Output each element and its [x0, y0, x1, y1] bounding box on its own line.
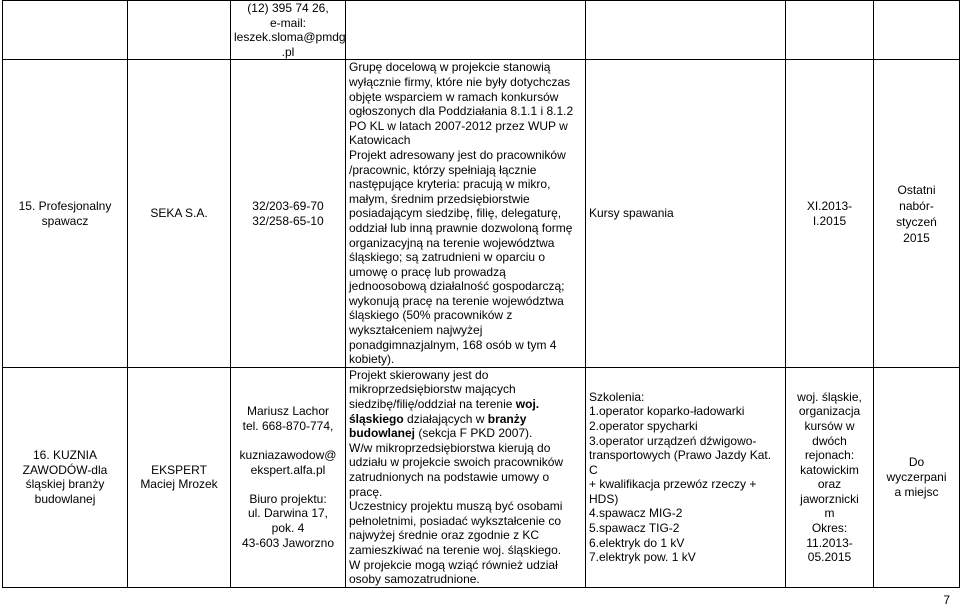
training-line: HDS): [589, 491, 619, 506]
cell-company: [128, 367, 231, 587]
description-line: [349, 426, 582, 441]
description-bold: budowlanej: [349, 426, 415, 441]
contact-line: [234, 434, 342, 449]
cell-fragment-period: [786, 1, 874, 60]
cell-contact: [231, 60, 346, 367]
description-line: umowę o pracę lub prowadzą: [349, 264, 506, 279]
description-line: mikroprzedsiębiorstw mających: [349, 382, 516, 397]
table-row-16: [3, 367, 960, 587]
deadline-line: Ostatni: [897, 182, 936, 197]
description-line: wyłącznie firmy, które nie były dotychczas: [349, 74, 571, 89]
training-line: Szkolenia:: [589, 389, 645, 404]
cell-training: [586, 60, 786, 367]
cell-period: [786, 367, 874, 587]
page-number: 7: [943, 593, 950, 607]
cell-fragment-contact: [231, 1, 346, 60]
description-bold: śląskiego: [349, 411, 404, 426]
description-text: siedzibę/filię/oddział na terenie: [349, 397, 516, 412]
description-bold: branży: [487, 411, 527, 426]
cell-deadline: [874, 367, 960, 587]
contact-line: Biuro projektu:: [249, 491, 327, 506]
contact-email-label: e-mail:: [269, 15, 306, 30]
period-line: dwóch: [812, 433, 847, 448]
period-line: Okres:: [811, 521, 848, 536]
period-line: organizacja: [798, 404, 861, 419]
contact-line: 43-603 Jaworzno: [241, 535, 335, 550]
company-name: SEKA S.A.: [150, 206, 208, 221]
cell-description: [346, 367, 586, 587]
contact-phone: (12) 395 74 26,: [247, 1, 329, 15]
project-name: 16. KUZNIA ZAWODÓW-dla śląskiej branży budowlanej: [22, 448, 108, 506]
description-line: jednoosobową działalność gospodarczą;: [349, 279, 565, 294]
description-line: ogłoszonych dla Poddziałania 8.1.1 i 8.1.2: [349, 104, 574, 119]
description-line: W projekcie mogą wziąć również udział: [349, 557, 558, 572]
period-line: I.2015: [812, 213, 847, 228]
training-name: Kursy spawania: [589, 206, 674, 221]
description-line: /pracownic, którzy spełniają łącznie: [349, 162, 537, 177]
project-name: 15. Profesjonalny spawacz: [18, 199, 112, 228]
cell-fragment-description: [346, 1, 586, 60]
description-line: najwyżej średnie oraz zgodnie z KC: [349, 528, 540, 543]
description-line: W/w mikroprzedsiębiorstwa kierują do: [349, 440, 551, 455]
description-line: Grupę docelową w projekcie stanowią: [349, 60, 551, 75]
period-line: 05.2015: [807, 550, 852, 565]
cell-training: [586, 367, 786, 587]
description-line: następujące kryteria: pracują w mikro,: [349, 177, 551, 192]
training-line: 6.elektryk do 1 kV: [589, 535, 685, 550]
period-line: 11.2013-: [806, 535, 853, 550]
company-name: EKSPERT: [151, 462, 207, 477]
description-line: pracę.: [349, 484, 383, 499]
cell-fragment-training: [586, 1, 786, 60]
description-line: Projekt adresowany jest do pracowników: [349, 147, 566, 162]
deadline-line: styczeń: [896, 214, 937, 229]
description-line: śląskiego (50% pracowników z: [349, 308, 513, 323]
description-line: PO KL w latach 2007-2012 przez WUP w: [349, 118, 568, 133]
cell-deadline: [874, 60, 960, 367]
cell-fragment-company: [128, 1, 231, 60]
description-line: zatrudnionych na podstawie umowy o: [349, 470, 550, 484]
contact-line: ekspert.alfa.pl: [250, 462, 326, 477]
period-line: woj. śląskie,: [797, 389, 862, 404]
deadline-line: wyczerpani: [886, 470, 947, 484]
contact-email-part2: .pl: [281, 44, 295, 59]
description-line: [349, 397, 582, 412]
training-line: 2.operator spycharki: [589, 418, 698, 433]
cell-project-name: [3, 60, 128, 367]
training-line: 7.elektryk pow. 1 kV: [589, 550, 696, 565]
cell-fragment-number: [3, 1, 128, 60]
description-line: osoby samozatrudnione.: [349, 572, 480, 587]
cell-period: [786, 60, 874, 367]
contact-line: kuzniazawodow@: [239, 448, 337, 463]
cell-contact: [231, 367, 346, 587]
description-line: małym, średnim przedsiębiorstwie: [349, 191, 530, 206]
programs-table: [2, 0, 960, 588]
description-line: Katowicach: [349, 133, 411, 148]
description-text: działających w: [403, 411, 488, 426]
description-line: śląskiego; są zatrudnieni w oparciu o: [349, 250, 546, 265]
description-line: oddział lub inną prawnie dozwoloną formę: [349, 220, 573, 235]
period-line: XI.2013-: [806, 199, 853, 214]
description-line: [349, 412, 582, 427]
description-line: wykonują pracę na terenie województwa: [349, 293, 564, 308]
description-line: objęte wsparciem w ramach konkursów: [349, 89, 559, 104]
description-line: posiadającym siedzibę, filię, delegaturę,: [349, 206, 562, 221]
table-row-fragment: [3, 1, 960, 60]
description-line: pełnoletnimi, posiadać wykształcenie co: [349, 513, 562, 528]
deadline-line: Do: [908, 455, 925, 470]
training-line: + kwalifikacja przewóz rzeczy +: [589, 477, 757, 492]
contact-line: ul. Darwina 17,: [247, 506, 329, 521]
description-line: ponadgimnazjalnym, 168 osób w tym 4: [349, 337, 557, 352]
description-line: organizacyjną na terenie województwa: [349, 235, 555, 250]
period-line: rejonach:: [804, 448, 855, 463]
contact-email-part1: leszek.sloma@pmdg: [234, 30, 346, 45]
training-line: 1.operator koparko-ładowarki: [589, 404, 745, 419]
cell-description: [346, 60, 586, 367]
table-row-15: [3, 60, 960, 367]
period-line: jaworznicki: [800, 491, 859, 506]
cell-fragment-deadline: [874, 1, 960, 60]
cell-project-name: [3, 367, 128, 587]
description-line: zamieszkiwać na terenie woj. śląskiego.: [349, 542, 562, 557]
training-line: 4.spawacz MIG-2: [589, 506, 683, 521]
deadline-line: 2015: [903, 230, 930, 245]
description-line: Projekt skierowany jest do: [349, 367, 489, 382]
contact-line: Mariusz Lachor: [246, 404, 330, 419]
description-line: Uczestnicy projektu muszą być osobami: [349, 499, 563, 514]
phone-number: 32/258-65-10: [252, 213, 324, 228]
description-bold: woj.: [515, 397, 540, 412]
contact-line: [234, 477, 342, 492]
company-owner: Maciej Mrozek: [140, 477, 218, 492]
period-line: katowickim: [800, 462, 859, 477]
period-line: oraz: [817, 477, 842, 492]
phone-number: 32/203-69-70: [252, 199, 324, 214]
description-line: wykształceniem najwyżej: [349, 323, 483, 338]
description-line: kobiety).: [349, 352, 395, 367]
period-line: m: [824, 506, 835, 521]
contact-line: tel. 668-870-774,: [242, 418, 334, 433]
deadline-line: nabór-: [899, 198, 934, 213]
training-line: 5.spawacz TIG-2: [589, 521, 680, 536]
period-line: kursów w: [804, 418, 855, 433]
description-text: (sekcja F PKD 2007).: [415, 426, 533, 441]
contact-line: pok. 4: [271, 521, 305, 536]
cell-company: [128, 60, 231, 367]
description-line: udziału w projekcie swoich pracowników: [349, 455, 564, 470]
deadline-line: a miejsc: [894, 484, 939, 499]
training-line: 3.operator urządzeń dźwigowo-: [589, 433, 757, 448]
training-line: transportowych (Prawo Jazdy Kat. C: [589, 448, 772, 477]
